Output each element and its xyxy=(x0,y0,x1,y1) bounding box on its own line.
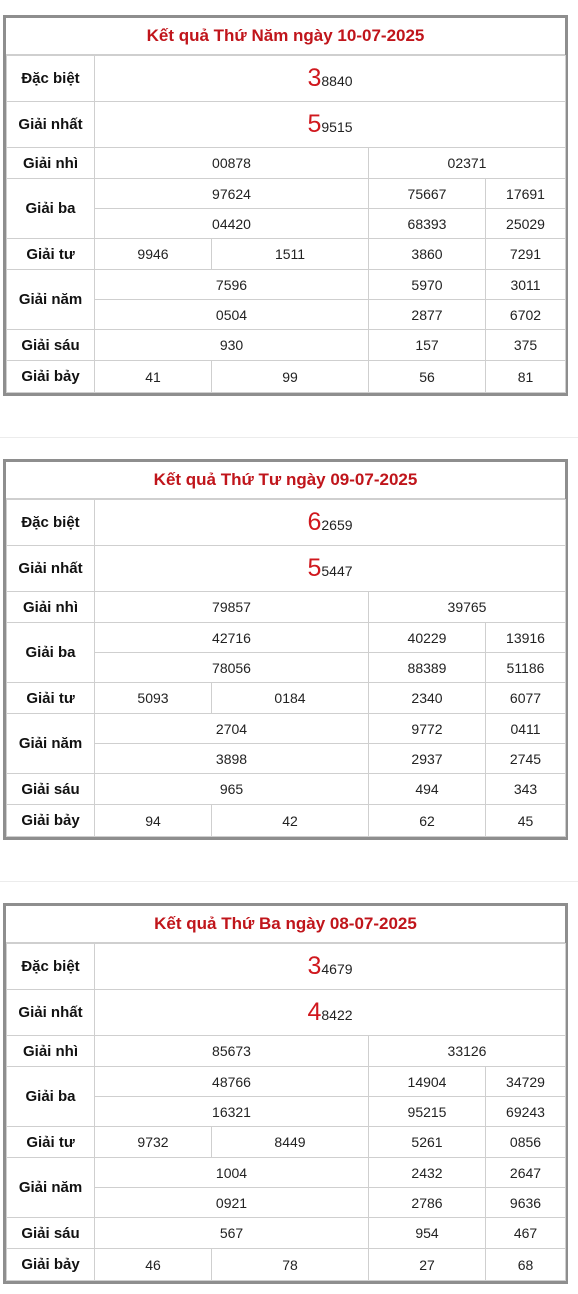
row-nam xyxy=(7,270,566,300)
prize-number: 2937 xyxy=(369,744,486,774)
prize-number: 99 xyxy=(212,361,369,393)
row-dac-biet xyxy=(7,500,566,546)
row-ba xyxy=(7,179,566,209)
results-table xyxy=(6,55,566,393)
prize-number: 0856 xyxy=(486,1127,566,1158)
number-rest-digits: 9515 xyxy=(321,119,353,135)
prize-number: 6702 xyxy=(486,300,566,330)
prize-number: 79857 xyxy=(95,592,369,623)
prize-label: Giải nhất xyxy=(7,990,95,1036)
prize-number: 81 xyxy=(486,361,566,393)
prize-number: 40229 xyxy=(369,623,486,653)
prize-number: 13916 xyxy=(486,623,566,653)
prize-number: 5093 xyxy=(95,683,212,714)
prize-label: Giải bảy xyxy=(7,361,95,393)
prize-label: Giải nhất xyxy=(7,102,95,148)
result-board xyxy=(3,15,568,396)
row-nhat xyxy=(7,546,566,592)
board-title: Kết quả Thứ Tư ngày 09-07-2025 xyxy=(6,462,565,499)
prize-number: 157 xyxy=(369,330,486,361)
prize-number: 16321 xyxy=(95,1097,369,1127)
prize-number xyxy=(95,546,566,592)
prize-number: 85673 xyxy=(95,1036,369,1067)
number-lead-digit: 5 xyxy=(307,110,322,138)
prize-number: 567 xyxy=(95,1218,369,1249)
prize-label: Giải nhì xyxy=(7,1036,95,1067)
prize-number: 62 xyxy=(369,805,486,837)
prize-number: 88389 xyxy=(369,653,486,683)
prize-number: 375 xyxy=(486,330,566,361)
prize-number: 48766 xyxy=(95,1067,369,1097)
prize-number: 6077 xyxy=(486,683,566,714)
row-dac-biet xyxy=(7,944,566,990)
prize-number: 46 xyxy=(95,1249,212,1281)
prize-number: 9946 xyxy=(95,239,212,270)
prize-number: 42716 xyxy=(95,623,369,653)
prize-number xyxy=(95,990,566,1036)
prize-number: 343 xyxy=(486,774,566,805)
prize-number: 51186 xyxy=(486,653,566,683)
prize-number: 41 xyxy=(95,361,212,393)
number-lead-digit: 5 xyxy=(307,554,322,582)
prize-number: 68393 xyxy=(369,209,486,239)
prize-number: 2647 xyxy=(486,1158,566,1188)
prize-number: 5970 xyxy=(369,270,486,300)
number-rest-digits: 8422 xyxy=(321,1007,353,1023)
prize-label: Giải ba xyxy=(7,623,95,683)
prize-number xyxy=(95,56,566,102)
prize-label: Đặc biệt xyxy=(7,500,95,546)
row-nhi xyxy=(7,1036,566,1067)
row-bay xyxy=(7,361,566,393)
prize-label: Giải sáu xyxy=(7,1218,95,1249)
row-dac-biet xyxy=(7,56,566,102)
prize-number: 2877 xyxy=(369,300,486,330)
row-sau xyxy=(7,330,566,361)
row-ba xyxy=(7,623,566,653)
prize-label: Giải tư xyxy=(7,239,95,270)
prize-label: Giải năm xyxy=(7,1158,95,1218)
prize-number: 95215 xyxy=(369,1097,486,1127)
number-lead-digit: 3 xyxy=(307,64,322,92)
prize-number: 467 xyxy=(486,1218,566,1249)
prize-number: 45 xyxy=(486,805,566,837)
prize-number: 9772 xyxy=(369,714,486,744)
prize-number: 7291 xyxy=(486,239,566,270)
result-board xyxy=(3,903,568,1284)
prize-label: Giải ba xyxy=(7,1067,95,1127)
prize-number: 25029 xyxy=(486,209,566,239)
number-lead-digit: 3 xyxy=(307,952,322,980)
number-lead-digit: 6 xyxy=(307,508,322,536)
prize-number: 930 xyxy=(95,330,369,361)
prize-number: 02371 xyxy=(369,148,566,179)
prize-number: 42 xyxy=(212,805,369,837)
prize-number: 9732 xyxy=(95,1127,212,1158)
prize-number: 33126 xyxy=(369,1036,566,1067)
prize-label: Giải bảy xyxy=(7,1249,95,1281)
prize-label: Đặc biệt xyxy=(7,944,95,990)
prize-number: 34729 xyxy=(486,1067,566,1097)
prize-number: 78056 xyxy=(95,653,369,683)
prize-label: Giải sáu xyxy=(7,774,95,805)
number-lead-digit: 4 xyxy=(307,998,322,1026)
prize-number: 0504 xyxy=(95,300,369,330)
prize-number: 3898 xyxy=(95,744,369,774)
prize-number: 17691 xyxy=(486,179,566,209)
result-board xyxy=(3,459,568,840)
row-nam xyxy=(7,714,566,744)
prize-label: Giải nhì xyxy=(7,592,95,623)
row-sau xyxy=(7,774,566,805)
row-nhat xyxy=(7,102,566,148)
prize-label: Giải nhì xyxy=(7,148,95,179)
row-bay xyxy=(7,805,566,837)
row-bay xyxy=(7,1249,566,1281)
prize-number: 5261 xyxy=(369,1127,486,1158)
prize-number: 7596 xyxy=(95,270,369,300)
prize-number: 0921 xyxy=(95,1188,369,1218)
prize-number: 3011 xyxy=(486,270,566,300)
prize-number: 27 xyxy=(369,1249,486,1281)
prize-number: 56 xyxy=(369,361,486,393)
prize-label: Giải tư xyxy=(7,683,95,714)
prize-label: Giải năm xyxy=(7,270,95,330)
prize-number: 1004 xyxy=(95,1158,369,1188)
number-rest-digits: 5447 xyxy=(321,563,353,579)
prize-number: 75667 xyxy=(369,179,486,209)
row-nhat xyxy=(7,990,566,1036)
row-tu xyxy=(7,239,566,270)
prize-label: Giải năm xyxy=(7,714,95,774)
prize-number: 0411 xyxy=(486,714,566,744)
prize-number: 2745 xyxy=(486,744,566,774)
prize-label: Giải nhất xyxy=(7,546,95,592)
prize-number: 2786 xyxy=(369,1188,486,1218)
results-table xyxy=(6,499,566,837)
prize-number: 78 xyxy=(212,1249,369,1281)
prize-number xyxy=(95,500,566,546)
prize-label: Giải sáu xyxy=(7,330,95,361)
row-nam xyxy=(7,1158,566,1188)
prize-number: 2704 xyxy=(95,714,369,744)
prize-number: 1511 xyxy=(212,239,369,270)
number-rest-digits: 4679 xyxy=(321,961,353,977)
prize-number xyxy=(95,102,566,148)
results-table xyxy=(6,943,566,1281)
number-rest-digits: 8840 xyxy=(321,73,353,89)
number-rest-digits: 2659 xyxy=(321,517,353,533)
prize-number: 39765 xyxy=(369,592,566,623)
prize-number: 97624 xyxy=(95,179,369,209)
prize-label: Giải ba xyxy=(7,179,95,239)
board-title: Kết quả Thứ Năm ngày 10-07-2025 xyxy=(6,18,565,55)
prize-number: 8449 xyxy=(212,1127,369,1158)
prize-number: 69243 xyxy=(486,1097,566,1127)
prize-label: Đặc biệt xyxy=(7,56,95,102)
prize-number: 14904 xyxy=(369,1067,486,1097)
prize-label: Giải bảy xyxy=(7,805,95,837)
prize-number: 494 xyxy=(369,774,486,805)
prize-number: 965 xyxy=(95,774,369,805)
prize-number: 9636 xyxy=(486,1188,566,1218)
prize-number: 0184 xyxy=(212,683,369,714)
section-divider xyxy=(0,437,578,438)
row-tu xyxy=(7,1127,566,1158)
prize-number: 2340 xyxy=(369,683,486,714)
prize-number: 00878 xyxy=(95,148,369,179)
row-nhi xyxy=(7,148,566,179)
prize-number: 3860 xyxy=(369,239,486,270)
prize-number: 2432 xyxy=(369,1158,486,1188)
prize-number: 04420 xyxy=(95,209,369,239)
prize-number xyxy=(95,944,566,990)
row-tu xyxy=(7,683,566,714)
row-ba xyxy=(7,1067,566,1097)
board-title: Kết quả Thứ Ba ngày 08-07-2025 xyxy=(6,906,565,943)
row-nhi xyxy=(7,592,566,623)
prize-number: 68 xyxy=(486,1249,566,1281)
prize-label: Giải tư xyxy=(7,1127,95,1158)
row-sau xyxy=(7,1218,566,1249)
prize-number: 94 xyxy=(95,805,212,837)
section-divider xyxy=(0,881,578,882)
prize-number: 954 xyxy=(369,1218,486,1249)
